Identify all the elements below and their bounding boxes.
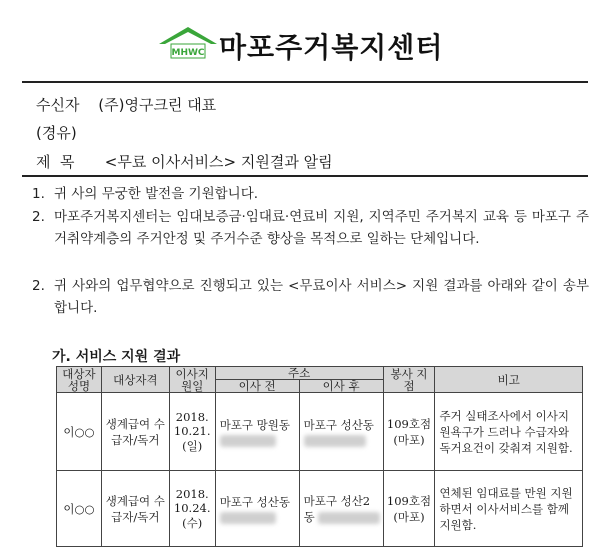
section-title: 가. 서비스 지원 결과 — [52, 349, 181, 365]
address-text: 마포구 성산동 — [303, 417, 374, 432]
header-divider — [22, 81, 588, 83]
header-recipient: 대상자 성명 — [57, 367, 102, 393]
cell-branch: 109호점 (마포) — [383, 471, 435, 547]
paragraph-text: 귀 사의 무궁한 발전을 기원합니다. — [54, 186, 259, 202]
subject-divider — [22, 175, 588, 177]
cell-before — [215, 471, 299, 547]
paragraph-text: 마포주거복지센터는 임대보증금·임대료·연료비 지원, 지역주민 주거복지 교육 등 마포구 주거취약계층의 주거안정 및 주거수준 향상을 목적으로 일하는 단체입니다. — [54, 209, 589, 247]
subject-line — [36, 151, 333, 172]
paragraph-text: 귀 사와의 업무협약으로 진행되고 있는 <무료이사 서비스> 지원 결과를 아래와 같이 송부합니다. — [54, 278, 589, 316]
redacted-mark — [304, 435, 366, 447]
address-text: 마포구 성산동 — [219, 494, 291, 509]
cell-name: 이○○ — [57, 471, 102, 547]
paragraph-number: 2. — [32, 209, 45, 225]
cell-qualification: 생계급여 수급자/독거 — [101, 471, 169, 547]
cell-before — [215, 393, 299, 471]
cell-remarks: 연체된 임대료를 만원 지원하면서 이사서비스를 함께 지원함. — [435, 471, 583, 547]
header-remarks: 비고 — [435, 367, 583, 393]
letterhead — [0, 0, 610, 70]
redacted-mark — [220, 512, 276, 524]
header-before: 이사 전 — [215, 380, 299, 393]
org-name: 마포주거복지센터 — [219, 31, 444, 64]
table-row — [57, 393, 583, 471]
header-branch: 봉사 지점 — [383, 367, 435, 393]
recipient-value: (주)영구크린 대표 — [98, 96, 217, 114]
house-logo-icon — [157, 24, 219, 60]
paragraph-3 — [32, 275, 592, 319]
cell-after — [299, 393, 383, 471]
cell-name: 이○○ — [57, 393, 102, 471]
support-result-table — [56, 366, 583, 547]
paragraph-2 — [32, 206, 592, 272]
header-qualification: 대상자격 — [101, 367, 169, 393]
subject-value: <무료 이사서비스> 지원결과 알림 — [104, 153, 333, 171]
subject-label: 제 목 — [36, 153, 75, 171]
via-line — [36, 122, 77, 143]
header-after: 이사 후 — [299, 380, 383, 393]
redacted-mark — [220, 435, 276, 447]
cell-remarks: 주거 실태조사에서 이사지원욕구가 드러나 수급자와 독거요건이 갖춰져 지원함. — [435, 393, 583, 471]
address-text: 마포구 성산2동 — [303, 493, 371, 524]
paragraph-number: 2. — [32, 278, 45, 294]
cell-after — [299, 471, 383, 547]
cell-date: 2018. 10.24. (수) — [169, 471, 215, 547]
recipient-line — [36, 94, 216, 115]
cell-branch: 109호점 (마포) — [383, 393, 435, 471]
address-text: 마포구 망원동 — [219, 417, 291, 432]
paragraph-number: 1. — [32, 186, 45, 202]
header-move-date: 이사지 원일 — [169, 367, 215, 393]
cell-qualification: 생계급여 수급자/독거 — [101, 393, 169, 471]
redacted-mark — [318, 512, 380, 524]
header-address: 주소 — [215, 367, 383, 380]
table-row — [57, 471, 583, 547]
via-label: (경유) — [36, 124, 77, 142]
recipient-label: 수신자 — [36, 96, 80, 114]
logo-text: MHWC — [171, 48, 205, 58]
paragraph-1 — [32, 183, 592, 205]
cell-date: 2018. 10.21. (일) — [169, 393, 215, 471]
